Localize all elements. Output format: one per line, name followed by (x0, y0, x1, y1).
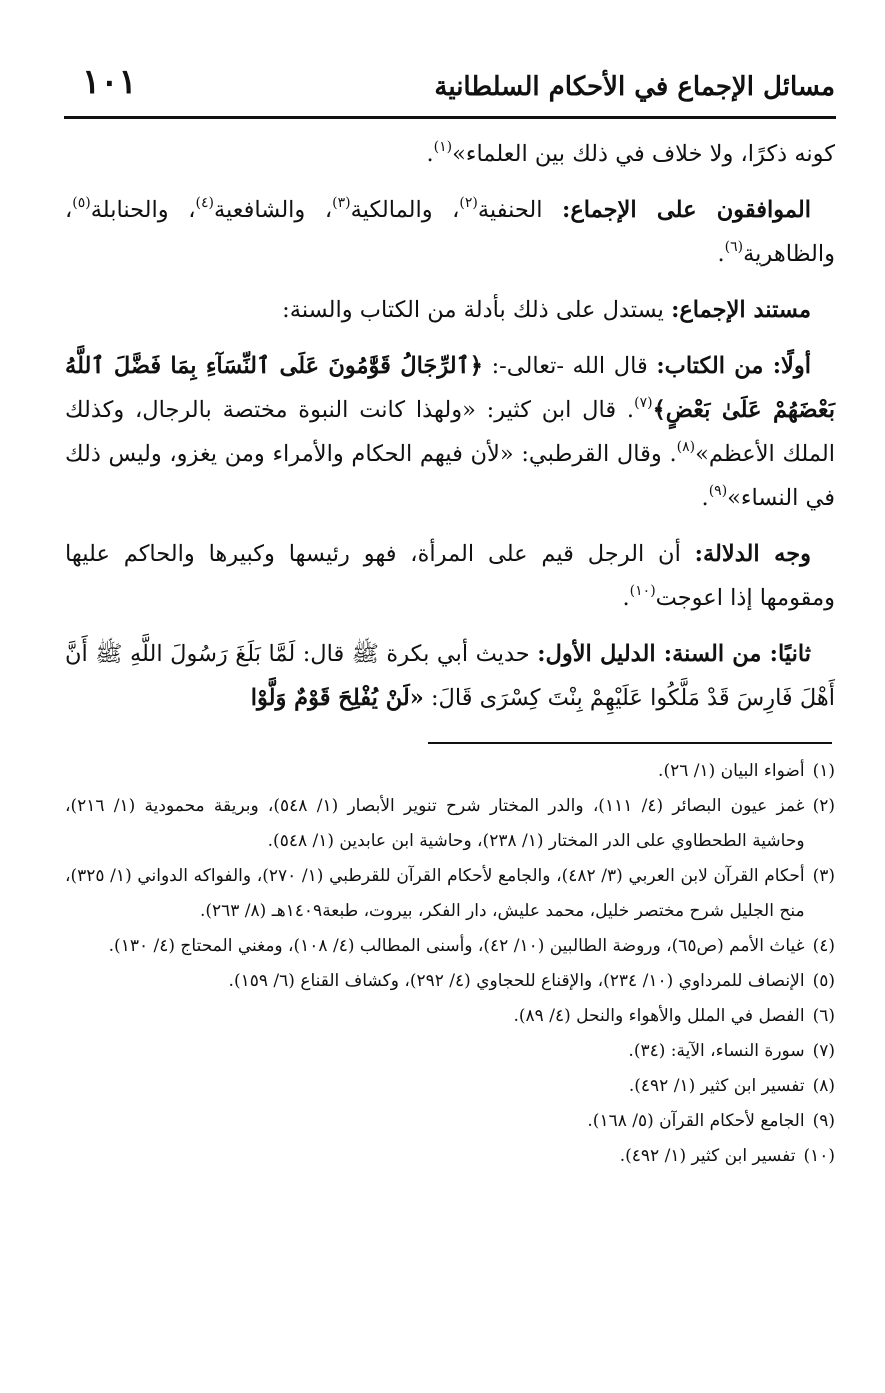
footnote-number: (٢) (812, 796, 835, 816)
footnote-number: (٩) (812, 1111, 835, 1131)
footnote-number: (٧) (812, 1041, 835, 1061)
footnotes (65, 754, 835, 1174)
paragraph-heading: أولًا: من الكتاب: (656, 353, 812, 379)
footnote-number: (٤) (812, 936, 835, 956)
footnote-text: أضواء البيان (١/ ٢٦). (658, 761, 805, 781)
paragraph-1 (65, 132, 835, 176)
footnote-number: (٦) (812, 1006, 835, 1026)
footnote-marker-6: (٦) (724, 239, 744, 255)
paragraph-text: يستدل على ذلك بأدلة من الكتاب والسنة: (282, 297, 672, 323)
school-hanbali: ، والحنابلة (90, 197, 196, 223)
punctuation: . (701, 485, 709, 511)
footnote-item (65, 1139, 835, 1174)
header-rule (64, 116, 836, 119)
footnote-marker-2: (٢) (459, 195, 478, 211)
paragraph-sunnah-evidence (65, 632, 835, 720)
quran-verse: ﴿ٱلرِّجَالُ قَوَّٰمُونَ عَلَى ٱلنِّسَآءِ بِمَا فَضَّلَ ٱللَّهُ بَعْضَهُمْ عَلَىٰ بَعْضٍ﴾ (65, 353, 835, 423)
footnote-marker-3: (٣) (332, 195, 351, 211)
footnote-text: تفسير ابن كثير (١/ ٤٩٢). (628, 1076, 805, 1096)
paragraph-quran-evidence (65, 344, 835, 520)
footnote-marker-1: (١) (433, 139, 453, 155)
footnote-item (65, 754, 835, 789)
footnote-number: (٣) (812, 866, 835, 886)
paragraph-heading: ثانيًا: من السنة: الدليل الأول: (537, 641, 812, 667)
footnote-text: غمز عيون البصائر (٤/ ١١١)، والدر المختار شرح تنوير الأبصار (١/ ٥٤٨)، وبريقة محمودية (١/ ٢١٦)، وحاشية الطحطاوي على الدر المختار (١/ ٢٣٨)، وحاشية ابن عابدين (١/ ٥٤٨). (65, 796, 805, 851)
footnote-marker-10: (١٠) (629, 583, 656, 599)
footnote-text: الفصل في الملل والأهواء والنحل (٤/ ٨٩). (513, 1006, 805, 1026)
paragraph-heading: مستند الإجماع: (671, 297, 811, 323)
footnote-marker-5: (٥) (72, 195, 91, 211)
footnote-number: (١) (812, 761, 835, 781)
footnote-marker-7: (٧) (634, 395, 653, 411)
school-maliki: ، والمالكية (350, 197, 460, 223)
school-shafii: ، والشافعية (213, 197, 333, 223)
footnote-marker-4: (٤) (195, 195, 214, 211)
footnote-separator (428, 742, 832, 744)
paragraph-heading: وجه الدلالة: (694, 541, 811, 567)
punctuation: . (622, 585, 630, 611)
paragraph-agreeing-schools (65, 188, 835, 276)
footnote-item (65, 789, 835, 859)
footnote-item (65, 1069, 835, 1104)
footnote-marker-8: (٨) (676, 439, 696, 455)
page-number: ١٠١ (82, 62, 137, 102)
footnote-text: الجامع لأحكام القرآن (٥/ ١٦٨). (587, 1111, 805, 1131)
footnote-marker-9: (٩) (708, 483, 728, 499)
footnote-item (65, 929, 835, 964)
footnote-text: غياث الأمم (ص٦٥)، وروضة الطالبين (١٠/ ٤٢)، وأسنى المطالب (٤/ ١٠٨)، ومغني المحتاج (٤/ ١٣٠). (108, 936, 805, 956)
punctuation: . (426, 141, 434, 167)
paragraph-text: حديث أبي بكرة ﷺ قال: لَمَّا بَلَغَ رَسُولَ اللَّهِ ﷺ أَنَّ أَهْلَ فَارِسَ قَدْ مَلَّكُوا عَلَيْهِمْ بِنْتَ كِسْرَى قَالَ: (65, 641, 835, 711)
school-hanafi: الحنفية (477, 197, 563, 223)
punctuation: . (717, 241, 725, 267)
footnote-item (65, 999, 835, 1034)
footnote-number: (١٠) (803, 1146, 835, 1166)
paragraph-indication (65, 532, 835, 620)
school-zahiri: ، والظاهرية (65, 197, 835, 267)
footnote-text: الإنصاف للمرداوي (١٠/ ٢٣٤)، والإقناع للحجاوي (٤/ ٢٩٢)، وكشاف القناع (٦/ ١٥٩). (228, 971, 805, 991)
paragraph-text: أن الرجل قيم على المرأة، فهو رئيسها وكبيرها والحاكم عليها ومقومها إذا اعوجت (65, 541, 835, 611)
footnote-text: سورة النساء، الآية: (٣٤). (628, 1041, 805, 1061)
hadith-quote: «لَنْ يُفْلِحَ قَوْمٌ وَلَّوْا (250, 685, 424, 711)
footnote-number: (٥) (812, 971, 835, 991)
paragraph-basis (65, 288, 835, 332)
paragraph-text: قال الله -تعالى-: (482, 353, 657, 379)
footnote-item (65, 964, 835, 999)
footnote-number: (٨) (812, 1076, 835, 1096)
ibn-kathir-quote: . قال ابن كثير: «ولهذا كانت النبوة مختصة بالرجال، وكذلك الملك الأعظم» (65, 397, 835, 467)
footnote-item (65, 1034, 835, 1069)
paragraph-heading: الموافقون على الإجماع: (562, 197, 811, 223)
footnote-item (65, 859, 835, 929)
footnote-item (65, 1104, 835, 1139)
qurtubi-quote: . وقال القرطبي: «لأن فيهم الحكام والأمراء ومن يغزو، وليس ذلك في النساء» (65, 441, 835, 511)
paragraph-text: كونه ذكرًا، ولا خلاف في ذلك بين العلماء» (452, 141, 835, 167)
footnote-text: تفسير ابن كثير (١/ ٤٩٢). (619, 1146, 796, 1166)
running-title: مسائل الإجماع في الأحكام السلطانية (434, 72, 835, 102)
footnote-text: أحكام القرآن لابن العربي (٣/ ٤٨٢)، والجامع لأحكام القرآن للقرطبي (١/ ٢٧٠)، والفواكه الدواني (١/ ٣٢٥)، منح الجليل شرح مختصر خليل، محمد عليش، دار الفكر، بيروت، طبعة١٤٠٩هـ (٨/ ٢٦٣). (65, 866, 805, 921)
main-text (65, 132, 835, 732)
